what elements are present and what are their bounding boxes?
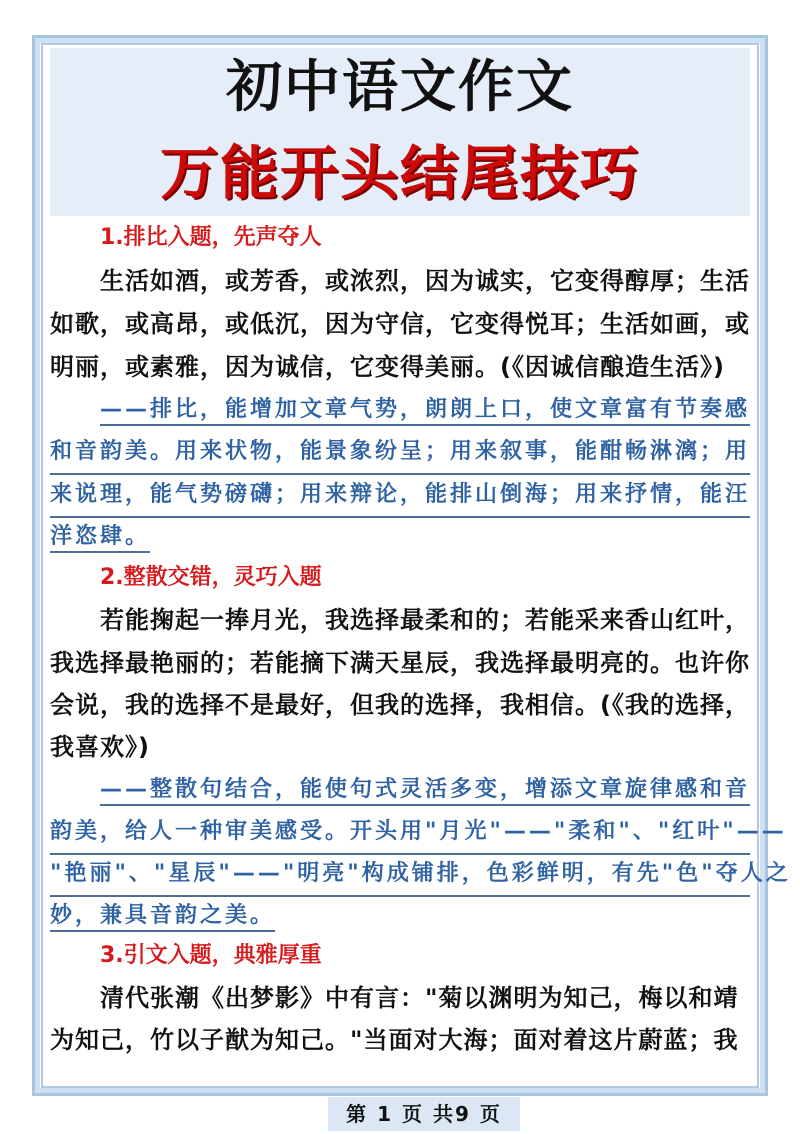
note-line: 韵美，给人一种审美感受。开头用"月光"——"柔和"、"红叶"——	[50, 810, 750, 855]
body-line: 如歌，或高昂，或低沉，因为守信，它变得悦耳；生活如画，或	[50, 310, 750, 338]
body-line: 为知己，竹以子猷为知己。"当面对大海；面对着这片蔚蓝；我	[50, 1026, 739, 1054]
note-line: "艳丽"、"星辰"——"明亮"构成铺排，色彩鲜明，有先"色"夺人之	[50, 852, 750, 897]
page-title: 初中语文作文	[226, 55, 574, 120]
body-line: 生活如酒，或芳香，或浓烈，因为诚实，它变得醇厚；生活	[100, 267, 750, 295]
body-line: 若能掬起一捧月光，我选择最柔和的；若能采来香山红叶，	[100, 606, 750, 634]
body-line: 会说，我的选择不是最好，但我的选择，我相信。(《我的选择，	[50, 691, 750, 719]
note-text: 洋恣肆。	[50, 524, 150, 553]
body-line: 明丽，或素雅，因为诚信，它变得美丽。(《因诚信酿造生活》)	[50, 353, 725, 381]
note-line	[50, 388, 750, 431]
note-line	[50, 515, 750, 558]
page-indicator: 第 1 页 共9 页	[328, 1097, 520, 1131]
section-heading: 1.排比入题，先声夺人	[100, 225, 322, 250]
note-text: ——排比，能增加文章气势，朗朗上口，使文章富有节奏感	[100, 397, 750, 426]
note-text: ——整散句结合，能使句式灵活多变，增添文章旋律感和音	[100, 777, 750, 806]
section-heading: 2.整散交错，灵巧入题	[100, 565, 322, 590]
note-line	[50, 768, 750, 811]
page-subtitle: 万能开头结尾技巧	[159, 139, 640, 207]
note-line: 来说理，能气势磅礴；用来辩论，能排山倒海；用来抒情，能汪	[50, 473, 750, 518]
section-heading: 3.引文入题，典雅厚重	[100, 943, 322, 968]
note-line	[50, 894, 750, 937]
body-line: 我选择最艳丽的；若能摘下满天星辰，我选择最明亮的。也许你	[50, 649, 750, 677]
note-line: 和音韵美。用来状物，能景象纷呈；用来叙事，能酣畅淋漓；用	[50, 430, 750, 475]
body-line: 清代张潮《出梦影》中有言："菊以渊明为知己，梅以和靖	[100, 984, 739, 1012]
body-line: 我喜欢》)	[50, 733, 150, 761]
note-text: 妙，兼具音韵之美。	[50, 903, 275, 932]
